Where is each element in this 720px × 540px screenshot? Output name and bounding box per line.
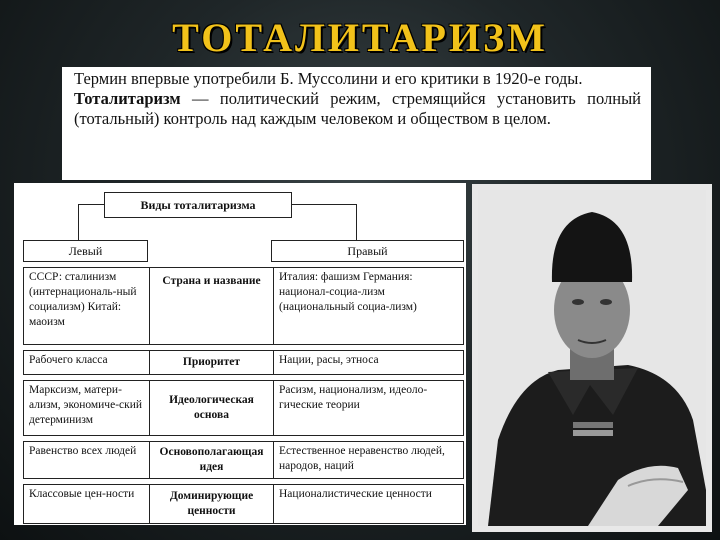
portrait-image [478, 190, 706, 526]
connector-line [78, 204, 104, 205]
right-cell: Естественное неравенство людей, народов, наций [279, 445, 445, 472]
right-cell: Расизм, национализм, идеоло-гические теории [279, 384, 428, 411]
left-cell: Марксизм, матери-ализм, экономиче-ский детерминизм [29, 384, 143, 426]
connector-line [356, 204, 357, 240]
definition-text [74, 89, 641, 129]
criterion-cell: Приоритет [149, 351, 274, 374]
left-column-header: Левый [23, 240, 148, 262]
definition-box [62, 67, 651, 180]
left-cell: Равенство всех людей [29, 445, 137, 457]
right-cell: Нации, расы, этноса [279, 354, 379, 366]
right-column-header: Правый [271, 240, 464, 262]
criterion-cell: Доминирующие ценности [149, 485, 274, 523]
definition-intro: Термин впервые употребили Б. Муссолини и его критики в 1920-е годы. [74, 69, 583, 88]
left-cell: СССР: сталинизм (интернациональ-ный социализм) Китай: маоизм [29, 271, 137, 328]
criterion-cell: Страна и название [149, 268, 274, 344]
left-cell: Классовые цен-ности [29, 488, 135, 500]
table-row [23, 350, 464, 375]
left-cell: Рабочего класса [29, 354, 108, 366]
portrait-photo [472, 184, 712, 532]
totalitarianism-scheme [14, 183, 466, 525]
page-title: ТОТАЛИТАРИЗМ [172, 15, 548, 60]
table-row [23, 441, 464, 479]
connector-line [78, 204, 79, 240]
table-row [23, 380, 464, 436]
table-row [23, 267, 464, 345]
definition-body: — политический режим, стремящийся установить полный (тотальный) контроль над каждым человеком и обществом в целом. [74, 89, 641, 128]
right-cell: Националистические ценности [279, 488, 432, 500]
right-cell: Италия: фашизм Германия: национал-социа-лизм (национальный социа-лизм) [279, 271, 417, 313]
definition-term: Тоталитаризм [74, 89, 181, 108]
criterion-cell: Основополагающая идея [149, 442, 274, 478]
scheme-title: Виды тоталитаризма [104, 192, 292, 218]
connector-line [292, 204, 356, 205]
table-row [23, 484, 464, 524]
criterion-cell: Идеологическая основа [149, 381, 274, 435]
comparison-table [23, 267, 464, 529]
